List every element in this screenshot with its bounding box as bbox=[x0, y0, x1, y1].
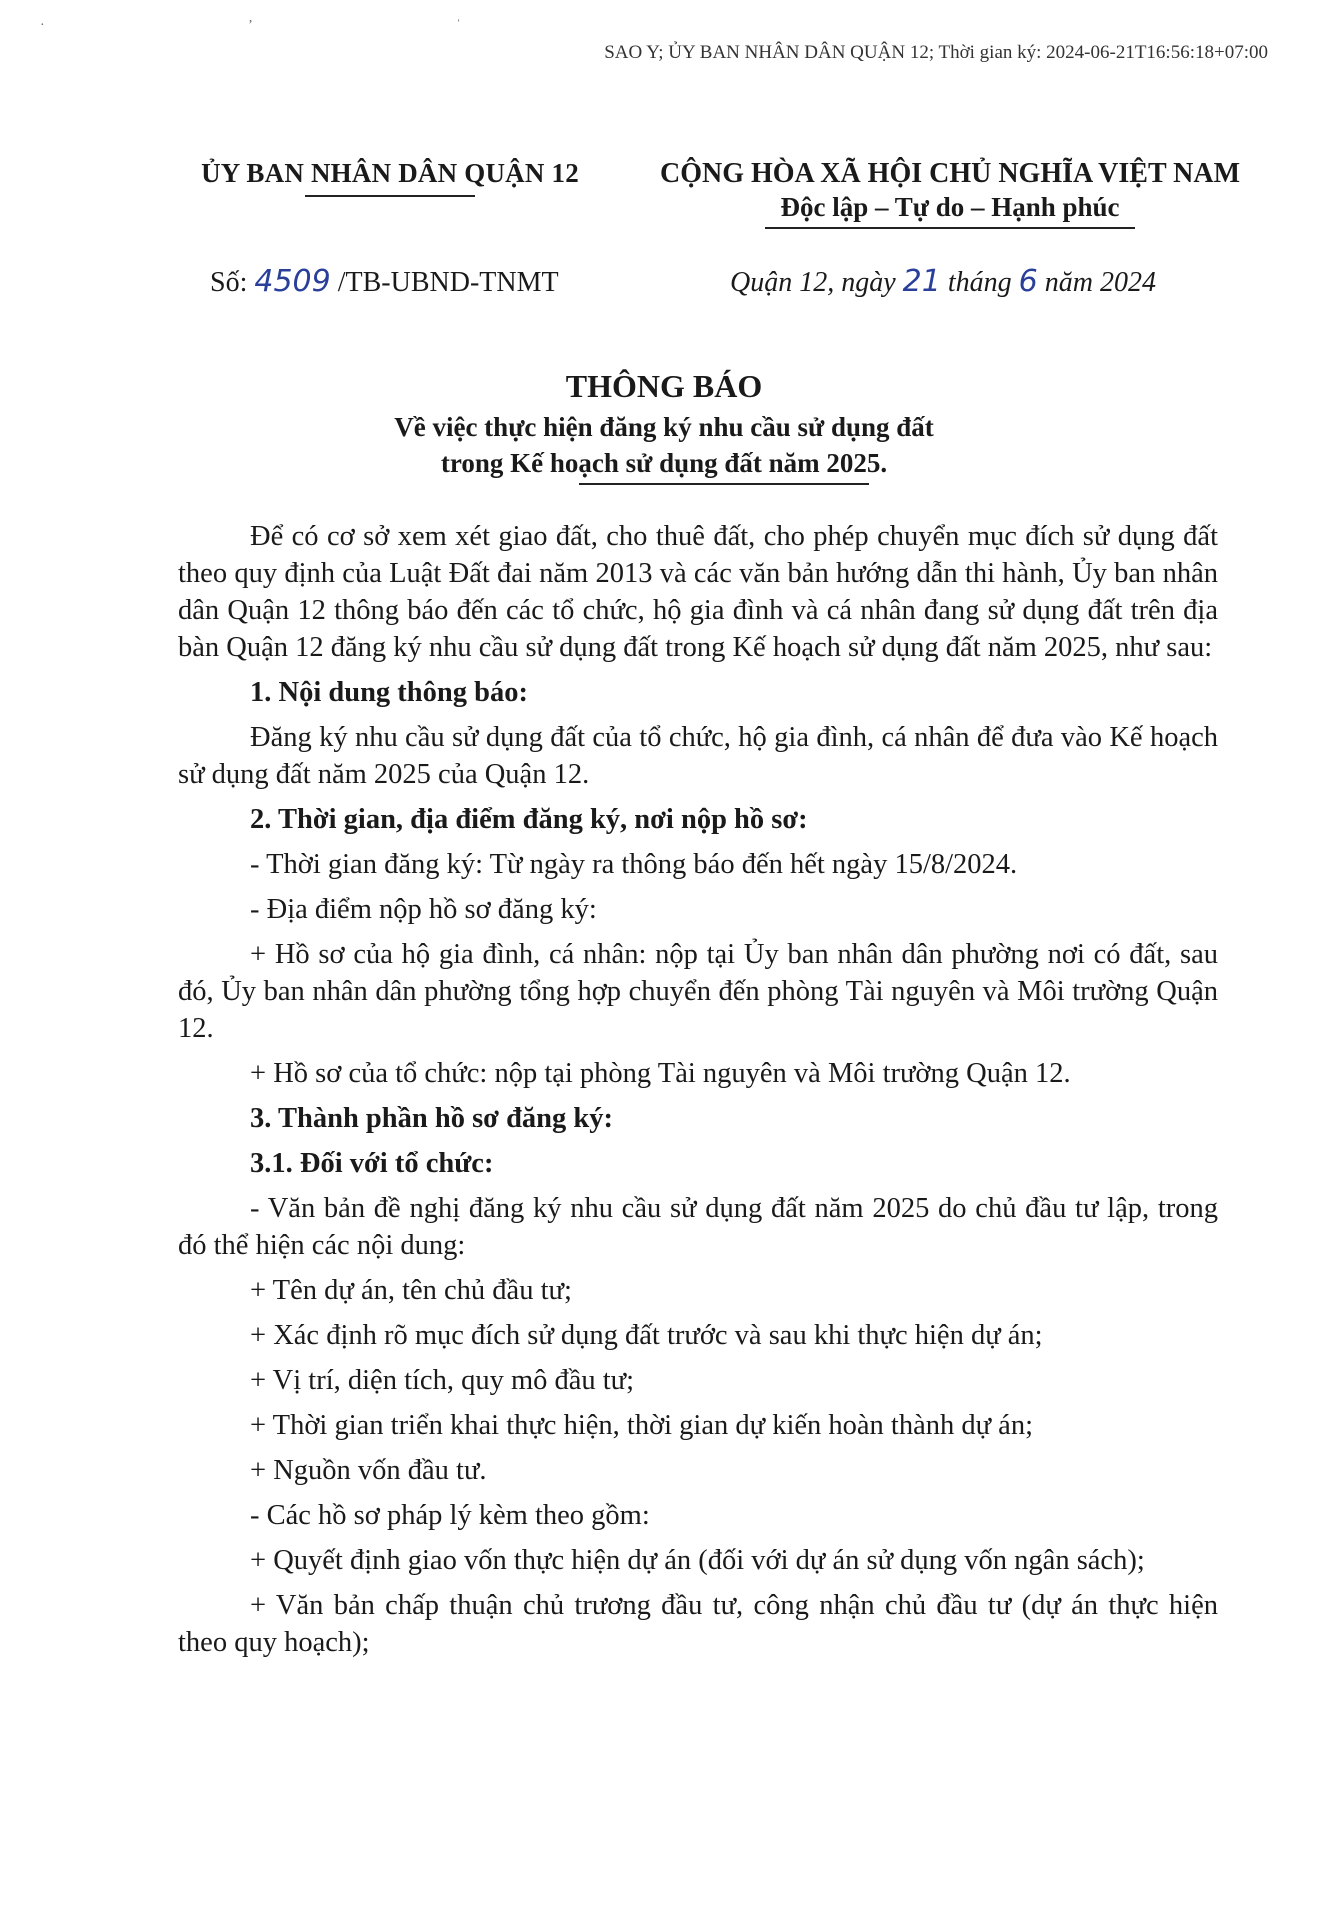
list-item: + Xác định rõ mục đích sử dụng đất trước và sau khi thực hiện dự án; bbox=[250, 1320, 1043, 1351]
year-label: năm 2024 bbox=[1044, 267, 1156, 298]
request-document: - Văn bản đề nghị đăng ký nhu cầu sử dụng đất năm 2025 do chủ đầu tư lập, trong đó thể hiện các nội dung: bbox=[178, 1193, 1218, 1261]
motto-underline bbox=[765, 227, 1135, 229]
legal-documents-label: - Các hồ sơ pháp lý kèm theo gồm: bbox=[250, 1500, 650, 1531]
national-motto: Độc lập – Tự do – Hạnh phúc bbox=[780, 192, 1120, 222]
month-label: tháng bbox=[947, 267, 1012, 298]
section-3-1-heading: 3.1. Đối với tổ chức: bbox=[250, 1148, 494, 1179]
list-item: + Tên dự án, tên chủ đầu tư; bbox=[250, 1275, 572, 1306]
section-3-heading: 3. Thành phần hồ sơ đăng ký: bbox=[250, 1103, 613, 1134]
national-title: CỘNG HÒA XÃ HỘI CHỦ NGHĨA VIỆT NAM bbox=[659, 158, 1241, 189]
list-item: + Nguồn vốn đầu tư. bbox=[250, 1455, 487, 1486]
organization-submission: + Hồ sơ của tổ chức: nộp tại phòng Tài nguyên và Môi trường Quận 12. bbox=[250, 1058, 1071, 1089]
place-and-date bbox=[730, 264, 1156, 299]
section-1-heading: 1. Nội dung thông báo: bbox=[250, 677, 528, 708]
submission-place: - Địa điểm nộp hồ sơ đăng ký: bbox=[250, 894, 597, 925]
national-motto-block bbox=[630, 158, 1270, 229]
list-item: + Quyết định giao vốn thực hiện dự án (đối với dự án sử dụng vốn ngân sách); bbox=[250, 1545, 1145, 1576]
notice-subject-line-2: trong Kế hoạch sử dụng đất năm 2025. bbox=[440, 448, 888, 478]
organization-underline bbox=[305, 195, 475, 197]
registration-time: - Thời gian đăng ký: Từ ngày ra thông báo đến hết ngày 15/8/2024. bbox=[250, 849, 1018, 880]
list-item: + Văn bản chấp thuận chủ trương đầu tư, công nhận chủ đầu tư (dự án thực hiện theo quy hoạch); bbox=[178, 1590, 1218, 1658]
number-suffix: /TB-UBND-TNMT bbox=[337, 267, 559, 298]
handwritten-month: 6 bbox=[1018, 264, 1038, 299]
handwritten-day: 21 bbox=[902, 264, 941, 299]
issuing-organization: ỦY BAN NHÂN DÂN QUẬN 12 bbox=[201, 158, 579, 188]
section-1-text: Đăng ký nhu cầu sử dụng đất của tổ chức, hộ gia đình, cá nhân để đưa vào Kế hoạch sử dụng đất năm 2025 của Quận 12. bbox=[178, 722, 1218, 790]
scan-specks: · ʼ ˈ bbox=[40, 18, 561, 33]
list-item: + Vị trí, diện tích, quy mô đầu tư; bbox=[250, 1365, 635, 1396]
number-prefix: Số: bbox=[210, 267, 248, 298]
list-item: + Thời gian triển khai thực hiện, thời gian dự kiến hoàn thành dự án; bbox=[250, 1410, 1033, 1441]
document-number bbox=[210, 264, 559, 299]
notice-title-block bbox=[0, 368, 1328, 485]
place-date-prefix: Quận 12, ngày bbox=[730, 267, 896, 298]
notice-subject-line-1: Về việc thực hiện đăng ký nhu cầu sử dụng đất bbox=[394, 412, 934, 442]
notice-body bbox=[178, 518, 1218, 1669]
intro-paragraph: Để có cơ sở xem xét giao đất, cho thuê đất, cho phép chuyển mục đích sử dụng đất theo quy định của Luật Đất đai năm 2013 và các văn bản hướng dẫn thi hành, Ủy ban nhân dân Quận 12 thông báo đến các tổ chức, hộ gia đình và cá nhân đang sử dụng đất trên địa bàn Quận 12 đăng ký nhu cầu sử dụng đất trong Kế hoạch sử dụng đất năm 2025, như sau: bbox=[178, 521, 1218, 663]
title-underline bbox=[579, 483, 869, 485]
household-submission: + Hồ sơ của hộ gia đình, cá nhân: nộp tại Ủy ban nhân dân phường nơi có đất, sau đó, Ủy ban nhân dân phường tổng hợp chuyển đến phòng Tài nguyên và Môi trường Quận 12. bbox=[178, 939, 1218, 1044]
issuer-block bbox=[180, 158, 600, 197]
section-2-heading: 2. Thời gian, địa điểm đăng ký, nơi nộp hồ sơ: bbox=[250, 804, 808, 835]
handwritten-number: 4509 bbox=[254, 264, 331, 299]
notice-title: THÔNG BÁO bbox=[565, 368, 763, 404]
copy-signature-stamp: SAO Y; ỦY BAN NHÂN DÂN QUẬN 12; Thời gian ký: 2024-06-21T16:56:18+07:00 bbox=[604, 42, 1268, 63]
